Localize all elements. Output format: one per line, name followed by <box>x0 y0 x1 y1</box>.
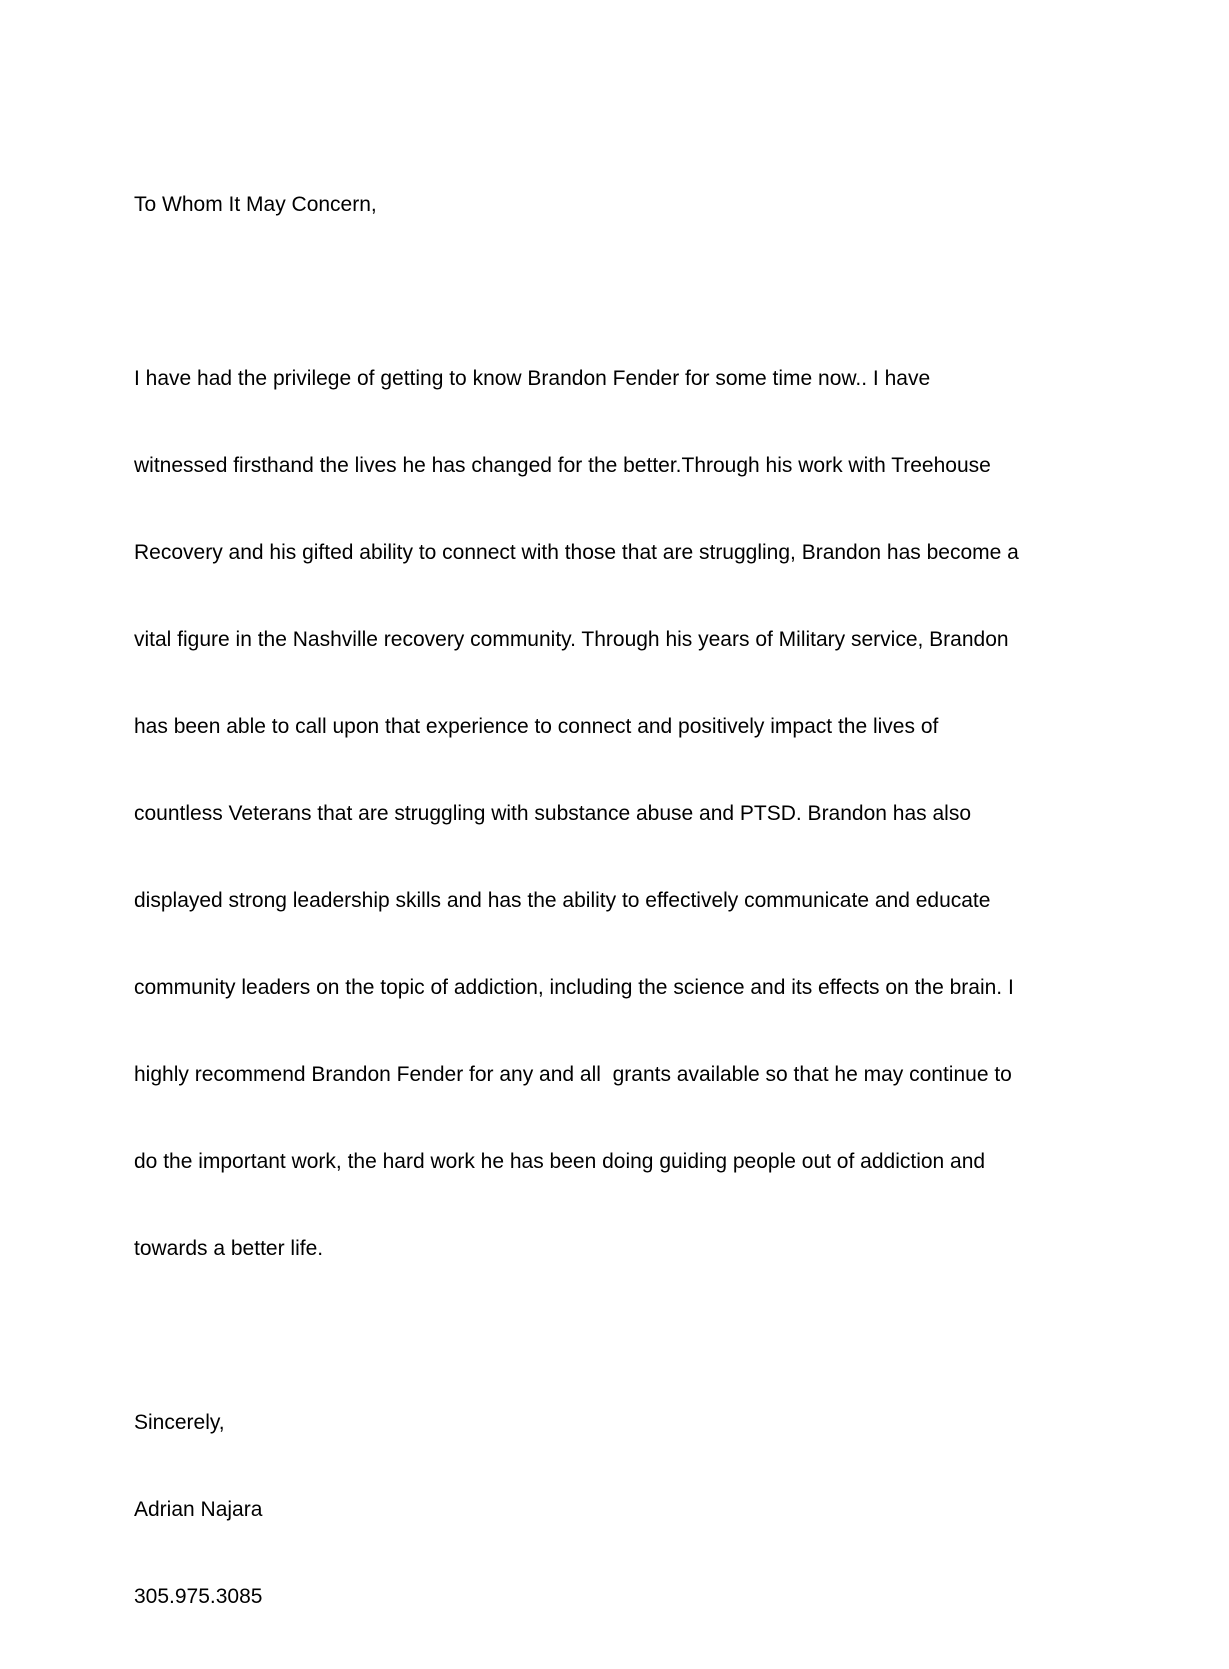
closing: Sincerely, <box>134 1411 225 1434</box>
body-line: has been able to call upon that experience to connect and positively impact the lives of <box>134 715 939 738</box>
signer-name: Adrian Najara <box>134 1498 263 1521</box>
body-line: do the important work, the hard work he has been doing guiding people out of addiction and <box>134 1150 986 1173</box>
body-line: highly recommend Brandon Fender for any and all grants available so that he may continue to <box>134 1063 1012 1086</box>
body-line: displayed strong leadership skills and has the ability to effectively communicate and educate <box>134 889 991 912</box>
body-line: I have had the privilege of getting to know Brandon Fender for some time now.. I have <box>134 367 931 390</box>
body-line: countless Veterans that are struggling with substance abuse and PTSD. Brandon has also <box>134 802 972 825</box>
letter-body <box>134 132 1074 1669</box>
body-line: Recovery and his gifted ability to connect with those that are struggling, Brandon has become a <box>134 541 1019 564</box>
body-line: witnessed firsthand the lives he has changed for the better.Through his work with Treehouse <box>134 454 991 477</box>
body-line: vital figure in the Nashville recovery community. Through his years of Military service, Brandon <box>134 628 1009 651</box>
body-line: towards a better life. <box>134 1237 324 1260</box>
signer-phone: 305.975.3085 <box>134 1585 263 1608</box>
paragraph-gap <box>134 277 1074 306</box>
paragraph-gap <box>134 1321 1074 1350</box>
body-line: community leaders on the topic of addiction, including the science and its effects on the brain. I <box>134 976 1014 999</box>
salutation: To Whom It May Concern, <box>134 193 377 216</box>
